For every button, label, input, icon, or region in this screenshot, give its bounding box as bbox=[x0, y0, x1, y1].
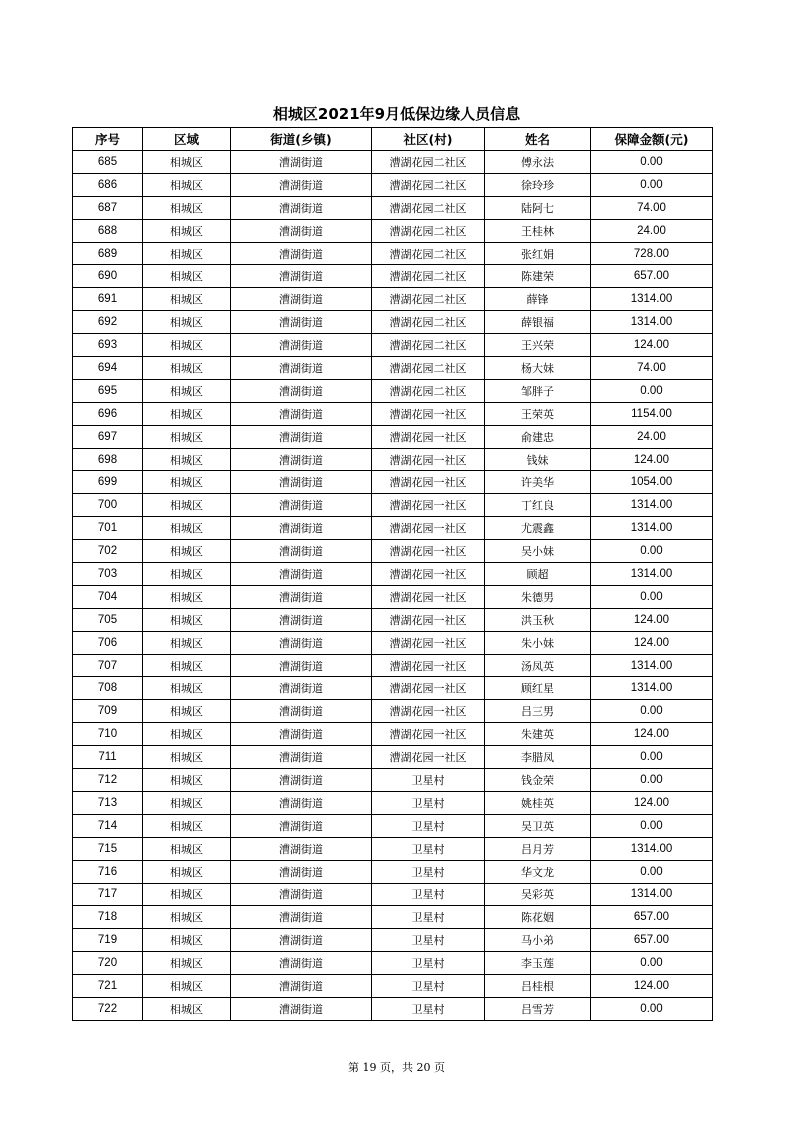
table-row bbox=[73, 540, 713, 563]
cell-amount: 0.00 bbox=[591, 860, 713, 883]
cell-index: 698 bbox=[73, 448, 143, 471]
cell-amount: 74.00 bbox=[591, 196, 713, 219]
cell-name: 华文龙 bbox=[485, 860, 591, 883]
cell-district: 相城区 bbox=[143, 402, 231, 425]
table-row bbox=[73, 402, 713, 425]
cell-amount: 0.00 bbox=[591, 379, 713, 402]
header-name: 姓名 bbox=[485, 128, 591, 151]
cell-amount: 1314.00 bbox=[591, 883, 713, 906]
cell-amount: 0.00 bbox=[591, 151, 713, 174]
cell-community: 卫星村 bbox=[372, 906, 485, 929]
cell-street: 漕湖街道 bbox=[231, 654, 372, 677]
cell-district: 相城区 bbox=[143, 311, 231, 334]
cell-name: 陈花姻 bbox=[485, 906, 591, 929]
cell-name: 张红娟 bbox=[485, 242, 591, 265]
cell-street: 漕湖街道 bbox=[231, 677, 372, 700]
header-amount: 保障金额(元) bbox=[591, 128, 713, 151]
cell-index: 716 bbox=[73, 860, 143, 883]
cell-street: 漕湖街道 bbox=[231, 975, 372, 998]
cell-district: 相城区 bbox=[143, 906, 231, 929]
cell-street: 漕湖街道 bbox=[231, 952, 372, 975]
cell-street: 漕湖街道 bbox=[231, 311, 372, 334]
cell-amount: 728.00 bbox=[591, 242, 713, 265]
table-row bbox=[73, 288, 713, 311]
table-row bbox=[73, 151, 713, 174]
table-row bbox=[73, 746, 713, 769]
table-row bbox=[73, 769, 713, 792]
cell-name: 尤震鑫 bbox=[485, 517, 591, 540]
cell-index: 694 bbox=[73, 357, 143, 380]
cell-index: 722 bbox=[73, 997, 143, 1020]
cell-district: 相城区 bbox=[143, 791, 231, 814]
cell-community: 漕湖花园一社区 bbox=[372, 746, 485, 769]
cell-district: 相城区 bbox=[143, 288, 231, 311]
cell-index: 711 bbox=[73, 746, 143, 769]
cell-district: 相城区 bbox=[143, 494, 231, 517]
cell-name: 吕雪芳 bbox=[485, 997, 591, 1020]
cell-street: 漕湖街道 bbox=[231, 540, 372, 563]
cell-street: 漕湖街道 bbox=[231, 196, 372, 219]
cell-district: 相城区 bbox=[143, 219, 231, 242]
cell-index: 686 bbox=[73, 173, 143, 196]
cell-index: 708 bbox=[73, 677, 143, 700]
cell-community: 漕湖花园一社区 bbox=[372, 494, 485, 517]
cell-name: 徐玲珍 bbox=[485, 173, 591, 196]
cell-street: 漕湖街道 bbox=[231, 448, 372, 471]
cell-community: 漕湖花园一社区 bbox=[372, 517, 485, 540]
cell-district: 相城区 bbox=[143, 631, 231, 654]
cell-community: 漕湖花园一社区 bbox=[372, 402, 485, 425]
cell-street: 漕湖街道 bbox=[231, 929, 372, 952]
cell-community: 卫星村 bbox=[372, 860, 485, 883]
table-row bbox=[73, 471, 713, 494]
cell-district: 相城区 bbox=[143, 242, 231, 265]
cell-community: 漕湖花园二社区 bbox=[372, 288, 485, 311]
table-row bbox=[73, 242, 713, 265]
cell-community: 漕湖花园一社区 bbox=[372, 677, 485, 700]
page-title: 相城区2021年9月低保边缘人员信息 bbox=[272, 105, 521, 123]
cell-amount: 124.00 bbox=[591, 448, 713, 471]
cell-district: 相城区 bbox=[143, 448, 231, 471]
cell-street: 漕湖街道 bbox=[231, 997, 372, 1020]
table-row bbox=[73, 631, 713, 654]
cell-street: 漕湖街道 bbox=[231, 814, 372, 837]
cell-street: 漕湖街道 bbox=[231, 379, 372, 402]
cell-amount: 0.00 bbox=[591, 585, 713, 608]
cell-district: 相城区 bbox=[143, 357, 231, 380]
cell-street: 漕湖街道 bbox=[231, 608, 372, 631]
cell-name: 朱小妹 bbox=[485, 631, 591, 654]
cell-community: 漕湖花园二社区 bbox=[372, 334, 485, 357]
cell-index: 718 bbox=[73, 906, 143, 929]
cell-index: 707 bbox=[73, 654, 143, 677]
cell-street: 漕湖街道 bbox=[231, 288, 372, 311]
cell-community: 漕湖花园二社区 bbox=[372, 196, 485, 219]
cell-community: 卫星村 bbox=[372, 997, 485, 1020]
cell-amount: 1154.00 bbox=[591, 402, 713, 425]
cell-amount: 0.00 bbox=[591, 700, 713, 723]
cell-community: 漕湖花园二社区 bbox=[372, 265, 485, 288]
header-index: 序号 bbox=[73, 128, 143, 151]
cell-district: 相城区 bbox=[143, 654, 231, 677]
cell-amount: 0.00 bbox=[591, 540, 713, 563]
header-street: 街道(乡镇) bbox=[231, 128, 372, 151]
cell-index: 713 bbox=[73, 791, 143, 814]
header-community: 社区(村) bbox=[372, 128, 485, 151]
cell-community: 卫星村 bbox=[372, 837, 485, 860]
cell-amount: 74.00 bbox=[591, 357, 713, 380]
table-row bbox=[73, 219, 713, 242]
cell-index: 702 bbox=[73, 540, 143, 563]
cell-index: 685 bbox=[73, 151, 143, 174]
cell-community: 漕湖花园二社区 bbox=[372, 151, 485, 174]
cell-street: 漕湖街道 bbox=[231, 563, 372, 586]
cell-street: 漕湖街道 bbox=[231, 517, 372, 540]
table-row bbox=[73, 311, 713, 334]
table-row bbox=[73, 517, 713, 540]
table-row bbox=[73, 814, 713, 837]
cell-amount: 1314.00 bbox=[591, 563, 713, 586]
cell-street: 漕湖街道 bbox=[231, 334, 372, 357]
table-row bbox=[73, 906, 713, 929]
cell-name: 吴彩英 bbox=[485, 883, 591, 906]
cell-community: 漕湖花园一社区 bbox=[372, 608, 485, 631]
cell-district: 相城区 bbox=[143, 517, 231, 540]
table-row bbox=[73, 654, 713, 677]
cell-name: 姚桂英 bbox=[485, 791, 591, 814]
cell-district: 相城区 bbox=[143, 585, 231, 608]
table-row bbox=[73, 883, 713, 906]
cell-district: 相城区 bbox=[143, 334, 231, 357]
cell-community: 漕湖花园一社区 bbox=[372, 585, 485, 608]
cell-name: 吴小妹 bbox=[485, 540, 591, 563]
cell-index: 717 bbox=[73, 883, 143, 906]
cell-street: 漕湖街道 bbox=[231, 860, 372, 883]
table-row bbox=[73, 837, 713, 860]
cell-amount: 124.00 bbox=[591, 334, 713, 357]
cell-name: 顾红星 bbox=[485, 677, 591, 700]
cell-community: 卫星村 bbox=[372, 814, 485, 837]
cell-street: 漕湖街道 bbox=[231, 173, 372, 196]
cell-index: 701 bbox=[73, 517, 143, 540]
cell-index: 687 bbox=[73, 196, 143, 219]
cell-street: 漕湖街道 bbox=[231, 357, 372, 380]
cell-amount: 1314.00 bbox=[591, 654, 713, 677]
cell-community: 漕湖花园二社区 bbox=[372, 173, 485, 196]
table-row bbox=[73, 997, 713, 1020]
cell-district: 相城区 bbox=[143, 860, 231, 883]
cell-community: 漕湖花园一社区 bbox=[372, 700, 485, 723]
cell-amount: 0.00 bbox=[591, 173, 713, 196]
cell-district: 相城区 bbox=[143, 379, 231, 402]
cell-street: 漕湖街道 bbox=[231, 746, 372, 769]
cell-name: 许美华 bbox=[485, 471, 591, 494]
cell-index: 715 bbox=[73, 837, 143, 860]
cell-name: 马小弟 bbox=[485, 929, 591, 952]
cell-name: 杨大妹 bbox=[485, 357, 591, 380]
cell-amount: 1054.00 bbox=[591, 471, 713, 494]
table-row bbox=[73, 952, 713, 975]
cell-district: 相城区 bbox=[143, 952, 231, 975]
cell-name: 李玉莲 bbox=[485, 952, 591, 975]
cell-district: 相城区 bbox=[143, 677, 231, 700]
cell-index: 697 bbox=[73, 425, 143, 448]
cell-index: 721 bbox=[73, 975, 143, 998]
cell-community: 漕湖花园一社区 bbox=[372, 631, 485, 654]
cell-community: 卫星村 bbox=[372, 791, 485, 814]
cell-name: 傅永法 bbox=[485, 151, 591, 174]
cell-amount: 124.00 bbox=[591, 791, 713, 814]
table-header-row bbox=[73, 128, 713, 151]
cell-community: 漕湖花园一社区 bbox=[372, 540, 485, 563]
cell-index: 714 bbox=[73, 814, 143, 837]
cell-amount: 1314.00 bbox=[591, 288, 713, 311]
table-row bbox=[73, 677, 713, 700]
table-row bbox=[73, 357, 713, 380]
cell-index: 719 bbox=[73, 929, 143, 952]
cell-district: 相城区 bbox=[143, 425, 231, 448]
cell-community: 漕湖花园一社区 bbox=[372, 723, 485, 746]
cell-street: 漕湖街道 bbox=[231, 151, 372, 174]
cell-name: 李腊凤 bbox=[485, 746, 591, 769]
cell-street: 漕湖街道 bbox=[231, 883, 372, 906]
cell-amount: 124.00 bbox=[591, 631, 713, 654]
cell-community: 漕湖花园一社区 bbox=[372, 654, 485, 677]
cell-index: 693 bbox=[73, 334, 143, 357]
cell-street: 漕湖街道 bbox=[231, 700, 372, 723]
cell-district: 相城区 bbox=[143, 929, 231, 952]
cell-name: 薛锋 bbox=[485, 288, 591, 311]
roster-table bbox=[72, 127, 713, 1021]
cell-district: 相城区 bbox=[143, 471, 231, 494]
cell-street: 漕湖街道 bbox=[231, 585, 372, 608]
cell-index: 712 bbox=[73, 769, 143, 792]
cell-name: 钱金荣 bbox=[485, 769, 591, 792]
cell-index: 692 bbox=[73, 311, 143, 334]
cell-amount: 1314.00 bbox=[591, 837, 713, 860]
cell-amount: 124.00 bbox=[591, 975, 713, 998]
cell-name: 洪玉秋 bbox=[485, 608, 591, 631]
cell-amount: 657.00 bbox=[591, 906, 713, 929]
cell-district: 相城区 bbox=[143, 151, 231, 174]
cell-index: 704 bbox=[73, 585, 143, 608]
cell-name: 王桂林 bbox=[485, 219, 591, 242]
cell-community: 漕湖花园二社区 bbox=[372, 311, 485, 334]
cell-name: 邹胖子 bbox=[485, 379, 591, 402]
cell-index: 700 bbox=[73, 494, 143, 517]
cell-district: 相城区 bbox=[143, 814, 231, 837]
table-row bbox=[73, 860, 713, 883]
cell-district: 相城区 bbox=[143, 883, 231, 906]
cell-name: 钱妹 bbox=[485, 448, 591, 471]
cell-name: 薛银福 bbox=[485, 311, 591, 334]
table-row bbox=[73, 563, 713, 586]
cell-name: 陈建荣 bbox=[485, 265, 591, 288]
cell-amount: 0.00 bbox=[591, 997, 713, 1020]
table-row bbox=[73, 448, 713, 471]
cell-name: 丁红良 bbox=[485, 494, 591, 517]
table-row bbox=[73, 929, 713, 952]
cell-street: 漕湖街道 bbox=[231, 471, 372, 494]
cell-index: 709 bbox=[73, 700, 143, 723]
cell-street: 漕湖街道 bbox=[231, 837, 372, 860]
table-row bbox=[73, 265, 713, 288]
cell-district: 相城区 bbox=[143, 997, 231, 1020]
cell-index: 699 bbox=[73, 471, 143, 494]
table-row bbox=[73, 494, 713, 517]
cell-district: 相城区 bbox=[143, 769, 231, 792]
cell-index: 703 bbox=[73, 563, 143, 586]
cell-district: 相城区 bbox=[143, 265, 231, 288]
table-row bbox=[73, 585, 713, 608]
cell-amount: 0.00 bbox=[591, 769, 713, 792]
cell-community: 卫星村 bbox=[372, 883, 485, 906]
cell-street: 漕湖街道 bbox=[231, 219, 372, 242]
cell-index: 696 bbox=[73, 402, 143, 425]
table-row bbox=[73, 334, 713, 357]
cell-street: 漕湖街道 bbox=[231, 906, 372, 929]
cell-name: 吕桂根 bbox=[485, 975, 591, 998]
cell-amount: 657.00 bbox=[591, 265, 713, 288]
cell-community: 漕湖花园二社区 bbox=[372, 219, 485, 242]
cell-district: 相城区 bbox=[143, 173, 231, 196]
cell-index: 688 bbox=[73, 219, 143, 242]
cell-amount: 1314.00 bbox=[591, 494, 713, 517]
cell-name: 俞建忠 bbox=[485, 425, 591, 448]
cell-street: 漕湖街道 bbox=[231, 723, 372, 746]
cell-district: 相城区 bbox=[143, 746, 231, 769]
cell-district: 相城区 bbox=[143, 723, 231, 746]
cell-street: 漕湖街道 bbox=[231, 425, 372, 448]
cell-index: 695 bbox=[73, 379, 143, 402]
cell-amount: 124.00 bbox=[591, 723, 713, 746]
cell-district: 相城区 bbox=[143, 196, 231, 219]
cell-amount: 657.00 bbox=[591, 929, 713, 952]
cell-name: 吕月芳 bbox=[485, 837, 591, 860]
cell-community: 卫星村 bbox=[372, 929, 485, 952]
cell-community: 漕湖花园二社区 bbox=[372, 357, 485, 380]
cell-community: 漕湖花园一社区 bbox=[372, 425, 485, 448]
cell-name: 朱建英 bbox=[485, 723, 591, 746]
cell-community: 卫星村 bbox=[372, 769, 485, 792]
cell-amount: 124.00 bbox=[591, 608, 713, 631]
cell-amount: 1314.00 bbox=[591, 517, 713, 540]
cell-street: 漕湖街道 bbox=[231, 242, 372, 265]
cell-community: 卫星村 bbox=[372, 975, 485, 998]
cell-street: 漕湖街道 bbox=[231, 791, 372, 814]
cell-name: 吕三男 bbox=[485, 700, 591, 723]
cell-index: 720 bbox=[73, 952, 143, 975]
header-district: 区域 bbox=[143, 128, 231, 151]
table-row bbox=[73, 975, 713, 998]
cell-district: 相城区 bbox=[143, 975, 231, 998]
cell-name: 汤凤英 bbox=[485, 654, 591, 677]
table-row bbox=[73, 173, 713, 196]
cell-index: 706 bbox=[73, 631, 143, 654]
table-row bbox=[73, 700, 713, 723]
cell-amount: 0.00 bbox=[591, 814, 713, 837]
cell-district: 相城区 bbox=[143, 540, 231, 563]
cell-community: 漕湖花园二社区 bbox=[372, 242, 485, 265]
table-row bbox=[73, 723, 713, 746]
cell-name: 王荣英 bbox=[485, 402, 591, 425]
cell-name: 朱德男 bbox=[485, 585, 591, 608]
cell-community: 卫星村 bbox=[372, 952, 485, 975]
cell-street: 漕湖街道 bbox=[231, 402, 372, 425]
cell-index: 705 bbox=[73, 608, 143, 631]
cell-street: 漕湖街道 bbox=[231, 494, 372, 517]
table-row bbox=[73, 791, 713, 814]
cell-name: 顾超 bbox=[485, 563, 591, 586]
cell-index: 689 bbox=[73, 242, 143, 265]
cell-district: 相城区 bbox=[143, 608, 231, 631]
table-row bbox=[73, 379, 713, 402]
cell-community: 漕湖花园一社区 bbox=[372, 563, 485, 586]
cell-district: 相城区 bbox=[143, 563, 231, 586]
cell-name: 吴卫英 bbox=[485, 814, 591, 837]
table-row bbox=[73, 608, 713, 631]
cell-street: 漕湖街道 bbox=[231, 631, 372, 654]
cell-index: 710 bbox=[73, 723, 143, 746]
cell-community: 漕湖花园一社区 bbox=[372, 448, 485, 471]
cell-community: 漕湖花园二社区 bbox=[372, 379, 485, 402]
table-row bbox=[73, 196, 713, 219]
cell-name: 陆阿七 bbox=[485, 196, 591, 219]
cell-amount: 1314.00 bbox=[591, 311, 713, 334]
cell-amount: 1314.00 bbox=[591, 677, 713, 700]
table-row bbox=[73, 425, 713, 448]
cell-district: 相城区 bbox=[143, 700, 231, 723]
cell-amount: 24.00 bbox=[591, 425, 713, 448]
cell-community: 漕湖花园一社区 bbox=[372, 471, 485, 494]
cell-index: 691 bbox=[73, 288, 143, 311]
cell-amount: 24.00 bbox=[591, 219, 713, 242]
page-footer: 第 19 页，共 20 页 bbox=[348, 1061, 445, 1074]
cell-amount: 0.00 bbox=[591, 746, 713, 769]
cell-street: 漕湖街道 bbox=[231, 265, 372, 288]
cell-street: 漕湖街道 bbox=[231, 769, 372, 792]
cell-district: 相城区 bbox=[143, 837, 231, 860]
cell-index: 690 bbox=[73, 265, 143, 288]
cell-name: 王兴荣 bbox=[485, 334, 591, 357]
cell-amount: 0.00 bbox=[591, 952, 713, 975]
